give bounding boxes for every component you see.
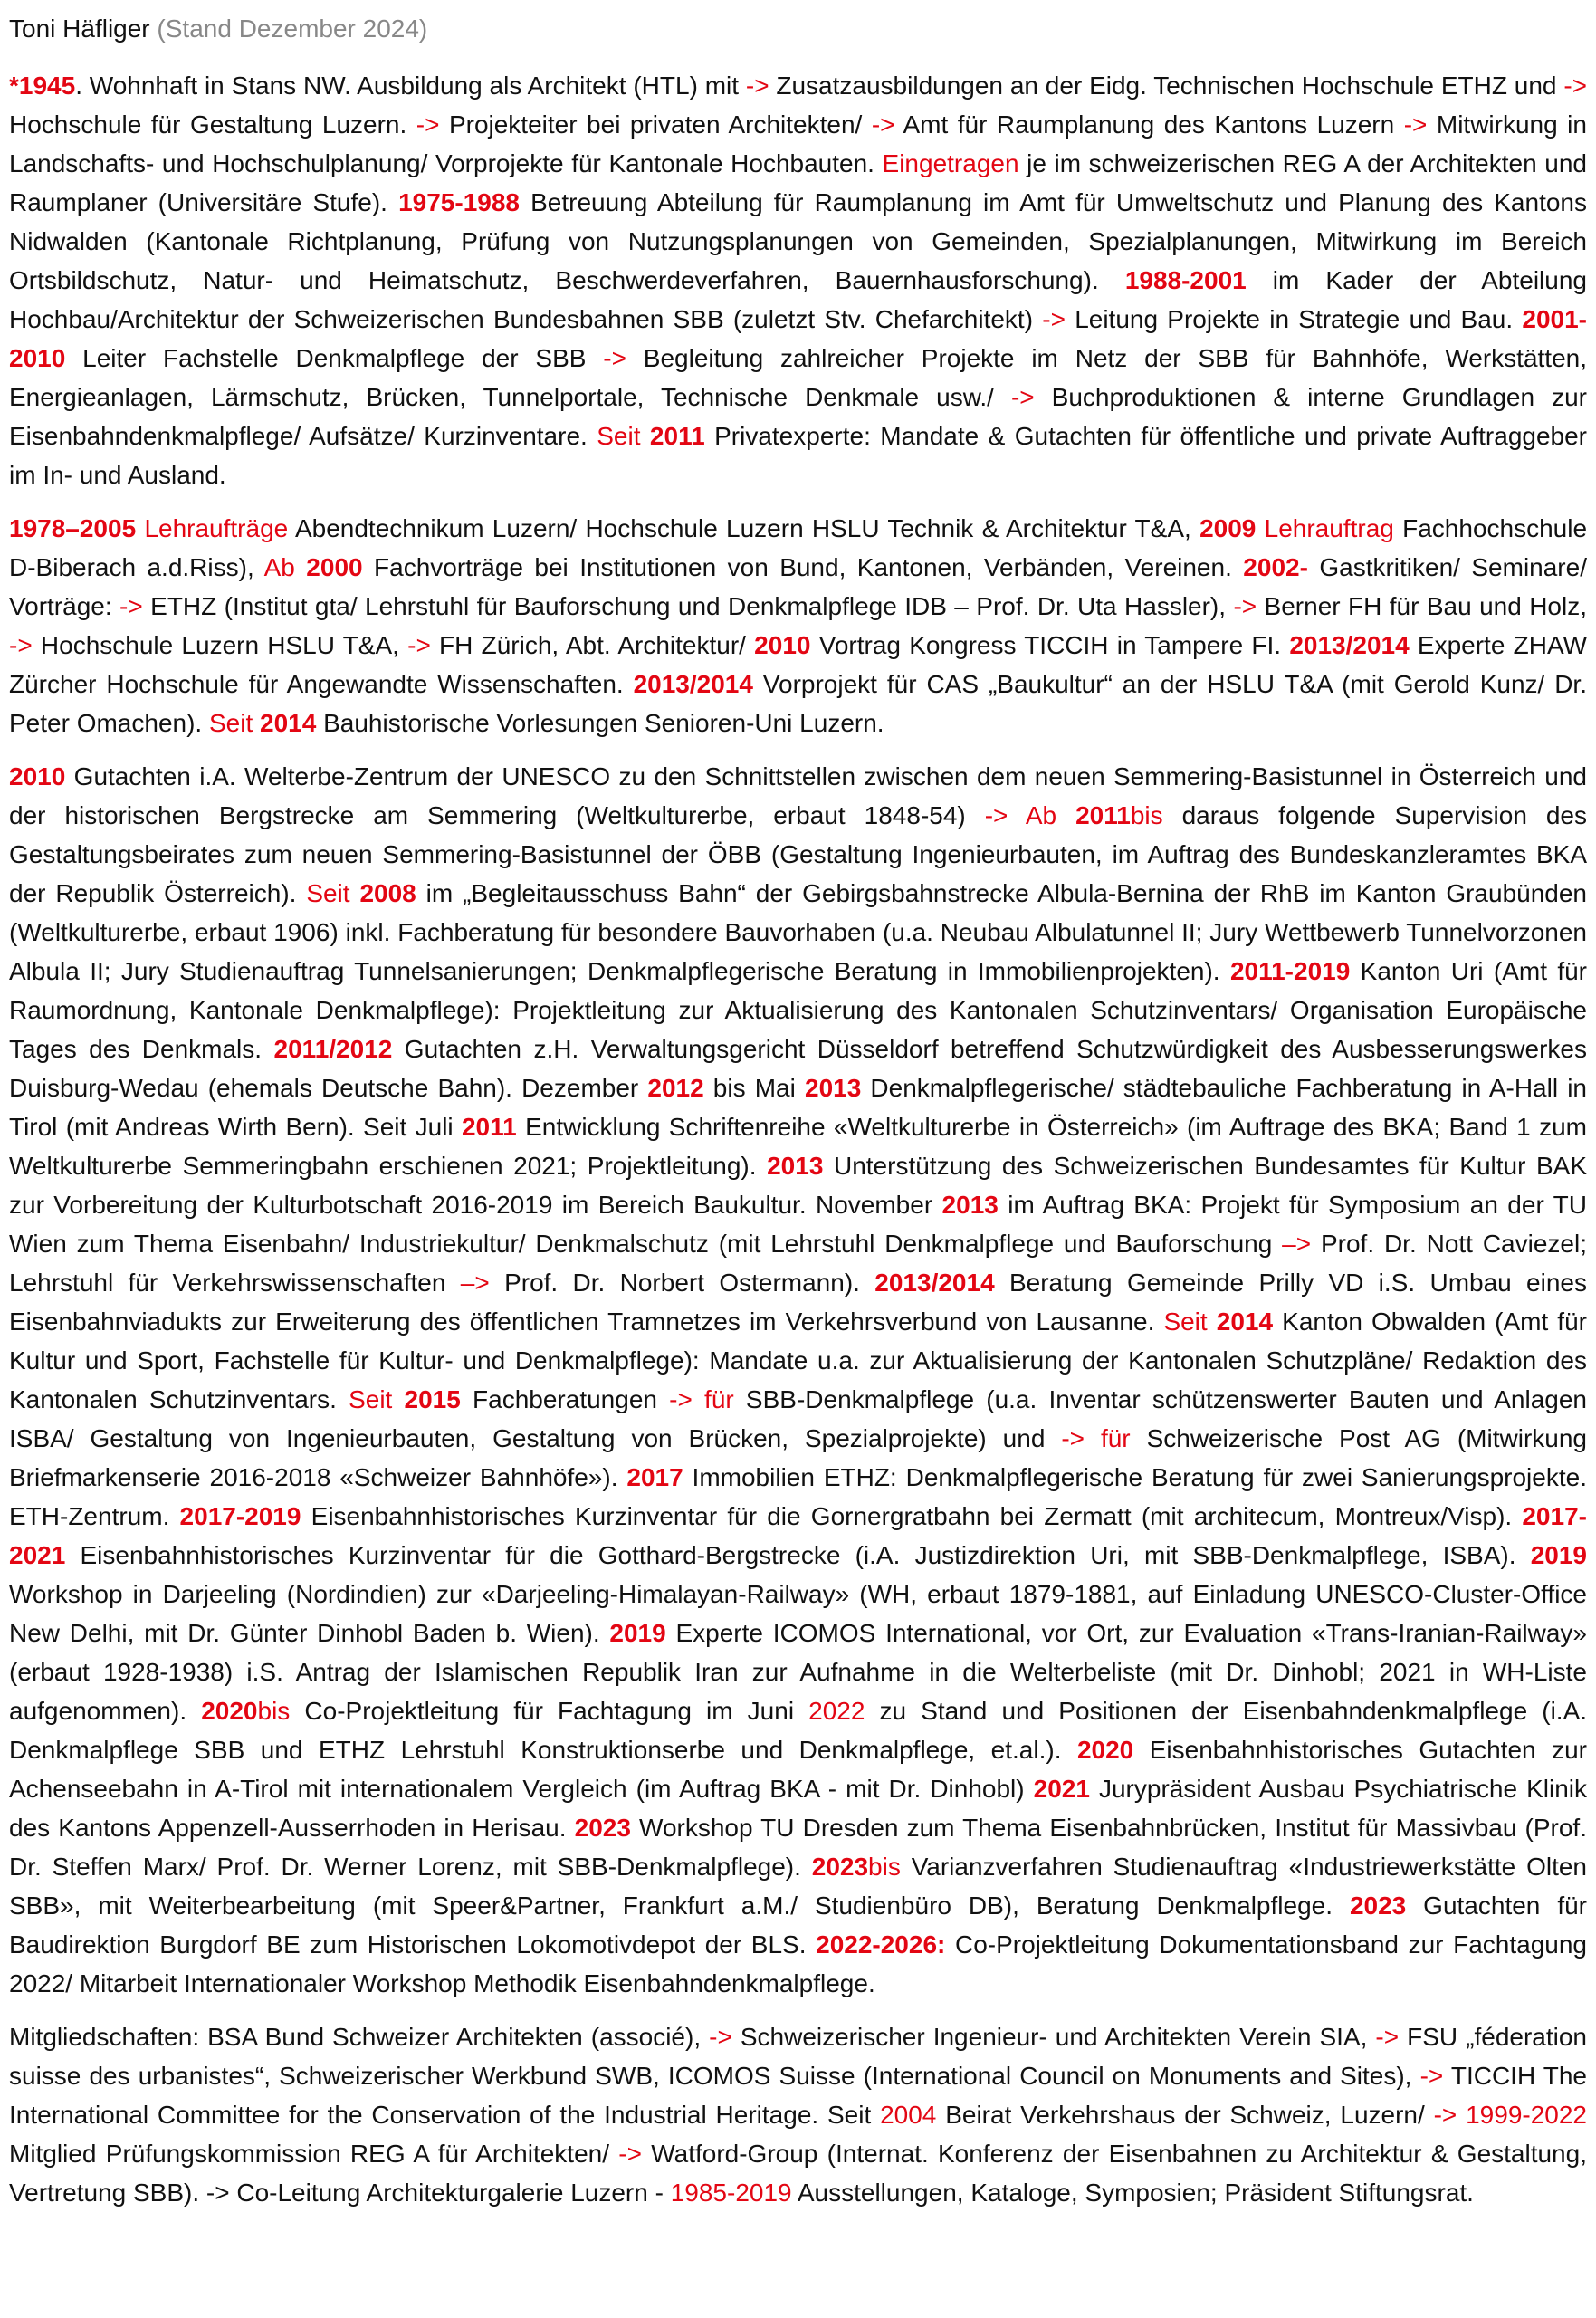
highlight-run: ->: [416, 110, 440, 139]
text-run: Hochschule für Gestaltung Luzern.: [9, 110, 416, 139]
highlight-run: 2014: [260, 709, 317, 737]
text-run: Unterstützung des Schweizerischen Bundesamtes für Kultur BAK zur Vorbereitung der Kulturbotschaft 2016-2019 im Bereich Baukultur. November: [9, 1152, 1588, 1219]
text-run: Eisenbahnhistorisches Kurzinventar für die Gornergratbahn bei Zermatt (mit architecum, Montreux/Visp).: [301, 1502, 1523, 1530]
text-run: Mitgliedschaften: BSA Bund Schweizer Architekten (associé),: [9, 2023, 710, 2051]
highlight-run: 1985-2019: [670, 2179, 792, 2207]
text-run: Gutachten i.A. Welterbe-Zentrum der UNESCO zu den Schnittstellen zwischen dem neuen Semmering-Basistunnel in Österreich und der historischen Bergstrecke am Semmering (Weltkulturerbe, erbaut 1848-54): [9, 762, 1587, 829]
highlight-run: 2000: [306, 553, 363, 581]
highlight-run: 2011: [461, 1113, 517, 1141]
text-run: bis Mai: [703, 1074, 805, 1102]
text-run: Fachvorträge bei Institutionen von Bund, Kantonen, Verbänden, Vereinen.: [362, 553, 1244, 581]
text-run: Varianzverfahren Studienauftrag «Industriewerkstätte Olten SBB», mit Weiterbearbeitung (mit Speer&Partner, Frankfurt a.M./ Studienbüro DB), Beratung Denkmalpflege.: [9, 1853, 1587, 1920]
text-run: Vortrag Kongress TICCIH in Tampere FI.: [810, 631, 1290, 659]
text-run: Kanton Obwalden (Amt für Kultur und Sport, Fachstelle für Kultur- und Denkmalpflege): Mandate u.a. zur Aktualisierung der Kantonalen Schutzpläne/ Redaktion des Kantonalen Schutzinventars.: [9, 1307, 1587, 1413]
text-run: Begleitung zahlreicher Projekte im Netz der SBB für Bahnhöfe, Werkstätten, Energieanlagen, Lärmschutz, Brücken, Tunnelportale, Technische Denkmale usw./: [9, 344, 1587, 411]
highlight-run: 2014: [1216, 1307, 1274, 1336]
text-run: TICCIH The International Committee for the Conservation of the Industrial Heritage. Seit: [9, 2062, 1587, 2129]
text-run: . Wohnhaft in Stans NW. Ausbildung als Architekt (HTL) mit: [75, 72, 746, 100]
text-run: Jurypräsident Ausbau Psychiatrische Klinik des Kantons Appenzell-Ausserrhoden in Herisau.: [9, 1775, 1587, 1842]
highlight-run: 2019: [1530, 1541, 1587, 1569]
text-run: Leitung Projekte in Strategie und Bau.: [1065, 305, 1523, 333]
text-run: Vorprojekt für CAS „Baukultur“ an der HSLU T&A (mit Gerold Kunz/ Dr. Peter Omachen).: [9, 670, 1587, 737]
text-run: Fachberatungen: [460, 1385, 670, 1413]
highlight-run: 2022: [808, 1697, 865, 1725]
text-run: Gutachten z.H. Verwaltungsgericht Düsseldorf betreffend Schutzwürdigkeit des Ausbesserungswerkes Duisburg-Wedau (ehemals Deutsche Bahn). Dezember: [9, 1035, 1587, 1102]
text-run: Schweizerische Post AG (Mitwirkung Briefmarkenserie 2016-2018 «Schweizer Bahnhöfe»).: [9, 1424, 1587, 1491]
highlight-run: ->: [618, 2140, 642, 2168]
text-run: Beratung Gemeinde Prilly VD i.S. Umbau eines Eisenbahnviadukts zur Erweiterung des öffentlichen Tramnetzes im Verkehrsverbund von Lausanne.: [9, 1269, 1587, 1336]
text-run: zu Stand und Positionen der Eisenbahndenkmalpflege (i.A. Denkmalpflege SBB und ETHZ Lehrstuhl Konstruktionserbe und Denkmalpflege, et.al.).: [9, 1697, 1588, 1764]
paragraph-memberships: [9, 2017, 1587, 2212]
text-run: Zusatzausbildungen an der Eidg. Technischen Hochschule ETHZ und: [769, 72, 1564, 100]
highlight-run: 2004: [880, 2101, 937, 2129]
text-run: im „Begleitausschuss Bahn“ der Gebirgsbahnstrecke Albula-Bernina der RhB im Kanton Graubünden (Weltkulturerbe, erbaut 1906) inkl. Fachberatung für besondere Bauvorhaben (u.a. Neubau Albulatunnel II; Jury Wettbewerb Tunnelvorzonen Albula II; Jury Studienauftrag Tunnelsanierungen; Denkmalpflegerische Beratung in Immobilienprojekten).: [9, 879, 1588, 985]
highlight-run: Seit: [208, 709, 261, 737]
highlight-run: 2002-: [1243, 553, 1308, 581]
highlight-run: bis: [1130, 801, 1163, 829]
highlight-run: ->: [119, 592, 143, 620]
text-run: Privatexperte: Mandate & Gutachten für öffentliche und private Auftraggeber im In- und Ausland.: [9, 422, 1588, 489]
text-run: Betreuung Abteilung für Raumplanung im Amt für Umweltschutz und Planung des Kantons Nidwalden (Kantonale Richtplanung, Prüfung von Nutzungsplanungen von Gemeinden, Spezialplanungen, Mitwirkung im Bereich Ortsbildschutz, Natur- und Heimatschutz, Beschwerdeverfahren, Bauernhausforschung).: [9, 188, 1587, 294]
highlight-run: 2021: [1033, 1775, 1090, 1803]
highlight-run: 2010: [9, 762, 66, 790]
text-run: Buchproduktionen & interne Grundlagen zur Eisenbahndenkmalpflege/ Aufsätze/ Kurzinventare.: [9, 383, 1587, 450]
highlight-run: 2009: [1199, 514, 1257, 542]
highlight-run: 2019: [609, 1619, 666, 1647]
text-run: Gastkritiken/ Seminare/ Vorträge:: [9, 553, 1587, 620]
highlight-run: ->: [871, 110, 895, 139]
text-run: Mitwirkung in Landschafts- und Hochschulplanung/ Vorprojekte für Kantonale Hochbauten.: [9, 110, 1587, 177]
text-run: FH Zürich, Abt. Architektur/: [430, 631, 755, 659]
text-run: Hochschule Luzern HSLU T&A,: [32, 631, 408, 659]
highlight-run: 2020: [1076, 1736, 1134, 1764]
highlight-run: –>: [460, 1269, 490, 1297]
paragraph-career: [9, 66, 1587, 494]
text-run: je im schweizerischen REG A der Architekten und Raumplaner (Universitäre Stufe).: [9, 149, 1587, 216]
text-run: Kanton Uri (Amt für Raumordnung, Kantonale Denkmalpflege): Projektleitung zur Aktualisierung des Kantonalen Schutzinventars/ Organisation Europäische Tages des Denkmals.: [9, 957, 1588, 1063]
highlight-run: ->: [1375, 2023, 1400, 2051]
text-run: Co-Projektleitung für Fachtagung im Juni: [290, 1697, 809, 1725]
highlight-run: ->: [709, 2023, 732, 2051]
text-run: Prof. Dr. Nott Caviezel; Lehrstuhl für Verkehrswissenschaften: [9, 1230, 1587, 1297]
highlight-run: Eingetragen: [882, 149, 1019, 177]
text-run: Schweizerischer Ingenieur- und Architekten Verein SIA,: [731, 2023, 1376, 2051]
highlight-run: -> 1999-2022: [1433, 2101, 1587, 2129]
text-run: Leiter Fachstelle Denkmalpflege der SBB: [65, 344, 604, 372]
highlight-run: –>: [1282, 1230, 1312, 1258]
highlight-run: ->: [603, 344, 626, 372]
highlight-run: Seit: [349, 1385, 405, 1413]
highlight-run: -> Ab: [984, 801, 1076, 829]
highlight-run: 2013/2014: [1289, 631, 1410, 659]
highlight-run: Seit: [1163, 1307, 1217, 1336]
highlight-run: Seit: [597, 422, 650, 450]
text-run: Bauhistorische Vorlesungen Senioren-Uni Luzern.: [316, 709, 884, 737]
highlight-run: 2013/2014: [633, 670, 753, 698]
text-run: Amt für Raumplanung des Kantons Luzern: [894, 110, 1404, 139]
text-run: Mitglied Prüfungskommission REG A für Architekten/: [9, 2140, 619, 2168]
text-run: Eisenbahnhistorisches Gutachten zur Achenseebahn in A-Tirol mit internationalem Vergleich (im Auftrag BKA - mit Dr. Dinhobl): [9, 1736, 1587, 1803]
text-run: Co-Projektleitung Dokumentationsband zur Fachtagung 2022/ Mitarbeit Internationaler Workshop Methodik Eisenbahndenkmalpflege.: [9, 1930, 1587, 1997]
text-run: Workshop in Darjeeling (Nordindien) zur «Darjeeling-Himalayan-Railway» (WH, erbaut 1879-1881, auf Einladung UNESCO-Cluster-Office New Delhi, mit Dr. Günter Dinhobl Baden b. Wien).: [9, 1580, 1587, 1647]
highlight-run: 1988-2001: [1124, 266, 1247, 294]
highlight-run: bis: [868, 1853, 901, 1881]
highlight-run: ->: [9, 631, 33, 659]
highlight-run: ->: [1419, 2062, 1444, 2090]
text-run: [1256, 514, 1264, 542]
highlight-run: ->: [407, 631, 431, 659]
highlight-run: ->: [1010, 383, 1035, 411]
text-run: im Kader der Abteilung Hochbau/Architektur der Schweizerischen Bundesbahnen SBB (zuletzt Stv. Chefarchitekt): [9, 266, 1587, 333]
text-run: Watford-Group (Internat. Konferenz der Eisenbahnen zu Architektur & Gestaltung, Vertretung SBB). -> Co-Leitung Architekturgalerie Luzern -: [9, 2140, 1587, 2207]
highlight-run: Seit: [306, 879, 360, 907]
text-run: im Auftrag BKA: Projekt für Symposium an der TU Wien zum Thema Eisenbahn/ Industriekultur/ Denkmalschutz (mit Lehrstuhl Denkmalpflege und Bauforschung: [9, 1191, 1587, 1258]
highlight-run: 2013: [767, 1152, 824, 1180]
text-run: Beirat Verkehrshaus der Schweiz, Luzern/: [936, 2101, 1434, 2129]
highlight-run: 2010: [754, 631, 811, 659]
highlight-run: 2022-2026:: [816, 1930, 946, 1959]
highlight-run: ->: [1233, 592, 1257, 620]
text-run: SBB-Denkmalpflege (u.a. Inventar schützenswerter Bauten und Anlagen ISBA/ Gestaltung von Ingenieurbauten, Gestaltung von Brücken, Spezialprojekte) und: [9, 1385, 1587, 1452]
highlight-run: 2017-2019: [179, 1502, 301, 1530]
text-run: Gutachten für Baudirektion Burgdorf BE zum Historischen Lokomotivdepot der BLS.: [9, 1892, 1587, 1959]
highlight-run: -> für: [669, 1385, 734, 1413]
status-date: (Stand Dezember 2024): [157, 14, 428, 43]
highlight-run: 2023: [574, 1814, 631, 1842]
highlight-run: 2001-2010: [9, 305, 1587, 372]
highlight-run: ->: [745, 72, 769, 100]
highlight-run: Lehraufträge: [144, 514, 289, 542]
text-run: ETHZ (Institut gta/ Lehrstuhl für Bauforschung und Denkmalpflege IDB – Prof. Dr. Uta Hassler),: [142, 592, 1234, 620]
highlight-run: 2017: [626, 1463, 683, 1491]
highlight-run: 2011/2012: [273, 1035, 393, 1063]
highlight-run: bis: [257, 1697, 291, 1725]
text-run: Immobilien ETHZ: Denkmalpflegerische Beratung für zwei Sanierungsprojekte. ETH-Zentrum.: [9, 1463, 1587, 1530]
highlight-run: 2013: [941, 1191, 999, 1219]
text-run: Projekteiter bei privaten Architekten/: [439, 110, 872, 139]
text-run: Berner FH für Bau und Holz,: [1257, 592, 1588, 620]
highlight-run: 2023: [811, 1853, 869, 1881]
highlight-run: 2015: [404, 1385, 461, 1413]
author-name: Toni Häfliger: [9, 14, 150, 43]
highlight-run: 2011-2019: [1229, 957, 1351, 985]
text-run: FSU „féderation suisse des urbanistes“, Schweizerischer Werkbund SWB, ICOMOS Suisse (International Council on Monuments and Sites),: [9, 2023, 1588, 2090]
highlight-run: 2011: [649, 422, 705, 450]
text-run: Abendtechnikum Luzern/ Hochschule Luzern HSLU Technik & Architektur T&A,: [288, 514, 1200, 542]
text-run: Denkmalpflegerische/ städtebauliche Fachberatung in A-Hall in Tirol (mit Andreas Wirth Bern). Seit Juli: [9, 1074, 1587, 1141]
text-run: Fachhochschule D-Biberach a.d.Riss),: [9, 514, 1588, 581]
text-run: Eisenbahnhistorisches Kurzinventar für die Gotthard-Bergstrecke (i.A. Justizdirektion Uri, mit SBB-Denkmalpflege, ISBA).: [65, 1541, 1531, 1569]
paragraph-expertise: [9, 757, 1587, 2003]
highlight-run: 2013/2014: [874, 1269, 995, 1297]
text-run: Prof. Dr. Norbert Ostermann).: [489, 1269, 875, 1297]
highlight-run: ->: [1403, 110, 1428, 139]
highlight-run: *1945: [9, 72, 76, 100]
text-run: Experte ZHAW Zürcher Hochschule für Angewandte Wissenschaften.: [9, 631, 1588, 698]
paragraph-teaching: [9, 509, 1587, 742]
highlight-run: 2012: [647, 1074, 704, 1102]
highlight-run: 1975-1988: [398, 188, 520, 216]
highlight-run: 2013: [805, 1074, 862, 1102]
text-run: Entwicklung Schriftenreihe «Weltkulturerbe in Österreich» (im Auftrage des BKA; Band 1 zum Weltkulturerbe Semmeringbahn erschienen 2021; Projektleitung).: [9, 1113, 1587, 1180]
highlight-run: Lehrauftrag: [1264, 514, 1394, 542]
highlight-run: 2020: [201, 1697, 258, 1725]
page-title: [9, 9, 1587, 48]
highlight-run: -> für: [1061, 1424, 1131, 1452]
highlight-run: 2023: [1349, 1892, 1407, 1920]
text-run: Experte ICOMOS International, vor Ort, zur Evaluation «Trans-Iranian-Railway» (erbaut 1928-1938) i.S. Antrag der Islamischen Republik Iran zur Aufnahme in die Welterbeliste (mit Dr. Dinhobl; 2021 in WH-Liste aufgenommen).: [9, 1619, 1587, 1725]
highlight-run: 2008: [359, 879, 416, 907]
highlight-run: 2017-2021: [9, 1502, 1587, 1569]
highlight-run: Ab: [263, 553, 307, 581]
highlight-run: 2011: [1075, 801, 1131, 829]
highlight-run: ->: [1042, 305, 1066, 333]
highlight-run: ->: [1563, 72, 1587, 100]
text-run: daraus folgende Supervision des Gestaltungsbeirates zum neuen Semmering-Basistunnel der ÖBB (Gestaltung Ingenieurbauten, im Auftrag des Bundeskanzleramtes BKA der Republik Österreich).: [9, 801, 1588, 907]
text-run: Workshop TU Dresden zum Thema Eisenbahnbrücken, Institut für Massivbau (Prof. Dr. Steffen Marx/ Prof. Dr. Werner Lorenz, mit SBB-Denkmalpflege).: [9, 1814, 1587, 1881]
cv-document: [9, 9, 1587, 2227]
text-run: Ausstellungen, Kataloge, Symposien; Präsident Stiftungsrat.: [791, 2179, 1474, 2207]
highlight-run: 1978–2005: [9, 514, 137, 542]
